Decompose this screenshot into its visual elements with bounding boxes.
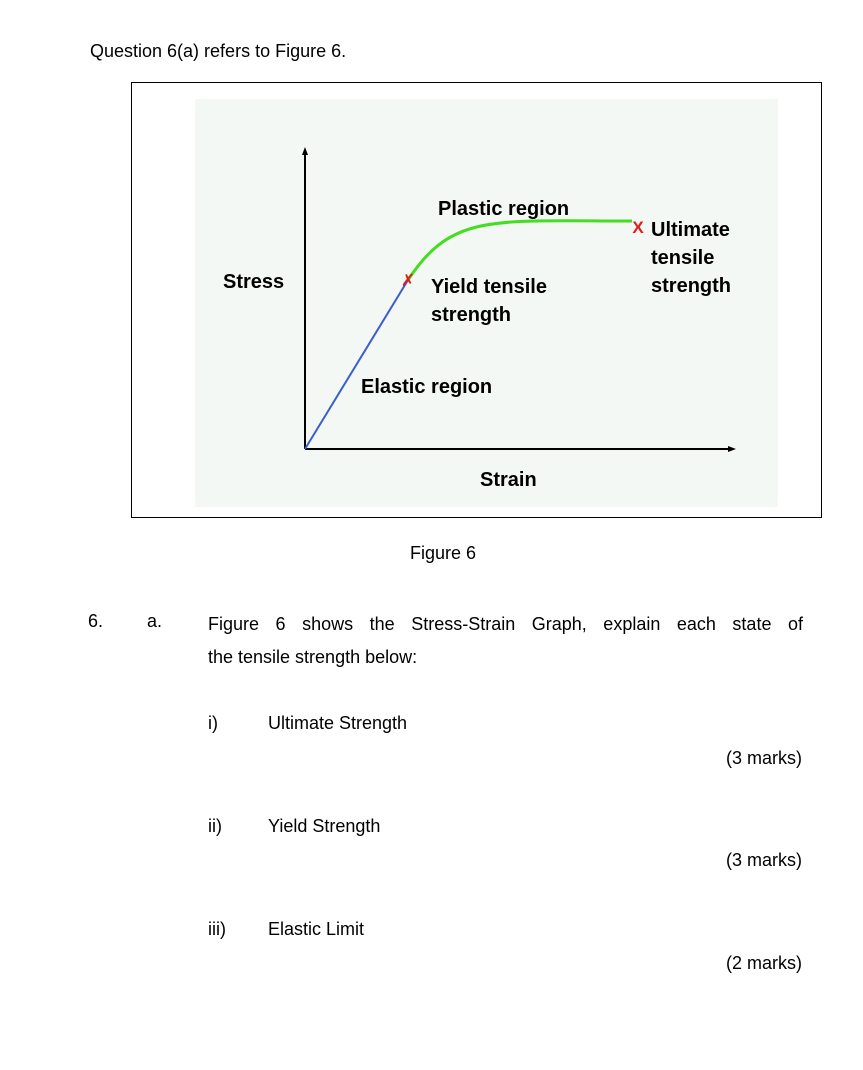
question-number: 6.: [88, 611, 104, 631]
marks-label: (3 marks): [726, 850, 802, 870]
elastic-region-label: Elastic region: [361, 376, 493, 398]
item-number: iii): [208, 919, 226, 939]
question-text-line2: the tensile strength below:: [208, 647, 418, 667]
item-label: Elastic Limit: [268, 919, 365, 939]
marks-label: (3 marks): [726, 748, 802, 768]
figure-6: [131, 82, 822, 518]
question-text: [208, 608, 803, 674]
yield-label-line1: Yield tensile: [431, 276, 547, 298]
plastic-region-label: Plastic region: [438, 198, 570, 220]
uts-label-line2: tensile: [651, 247, 715, 269]
stress-strain-graph: [132, 83, 823, 519]
page-header: Question 6(a) refers to Figure 6.: [90, 41, 347, 61]
item-label: Yield Strength: [268, 816, 381, 836]
uts-point-marker: X: [632, 218, 644, 237]
uts-label-line3: strength: [651, 275, 731, 297]
question-part: a.: [147, 611, 163, 631]
marks-label: (2 marks): [726, 953, 802, 973]
strain-axis-label: Strain: [480, 469, 537, 491]
item-label: Ultimate Strength: [268, 713, 408, 733]
uts-label-line1: Ultimate: [651, 219, 730, 241]
item-number: i): [208, 713, 218, 733]
question-text-line1: Figure 6 shows the Stress-Strain Graph, explain each state of: [208, 614, 803, 634]
figure-caption: Figure 6: [410, 543, 477, 563]
yield-point-marker: ✗: [400, 271, 416, 290]
yield-label-line2: strength: [431, 304, 511, 326]
stress-axis-label: Stress: [223, 271, 285, 293]
item-number: ii): [208, 816, 222, 836]
graph-background: [195, 99, 778, 507]
